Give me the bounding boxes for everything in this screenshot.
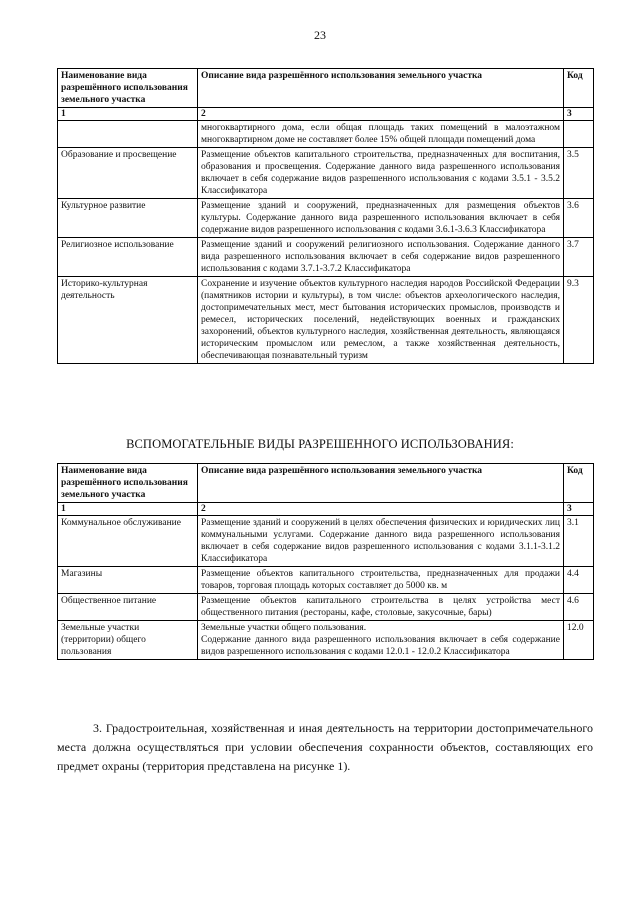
row-name: Общественное питание (58, 594, 198, 621)
row-description: Размещение зданий и сооружений, предназначенных для размещения объектов культуры. Содержание данного вида разрешенного использования включает в себя содержание видов разрешенного использования с кодами 3.6.1-3.6.3 Классификатора (198, 199, 564, 238)
row-description-line: Земельные участки общего пользования. (201, 623, 367, 633)
table-header-row (58, 464, 594, 503)
table-number-row (58, 108, 594, 121)
main-uses-table (57, 68, 594, 364)
body-paragraph: 3. Градостроительная, хозяйственная и иная деятельность на территории достопримечательного места должна осуществляться при условии обеспечения сохранности объектов, составляющих его предмет охраны (территория представлена на рисунке 1). (57, 721, 593, 773)
table-row (58, 121, 594, 148)
table-header-row (58, 69, 594, 108)
column-number: 3 (564, 108, 594, 121)
table-row (58, 199, 594, 238)
row-code: 12.0 (564, 621, 594, 660)
column-number: 2 (198, 108, 564, 121)
row-code: 3.1 (564, 516, 594, 567)
row-code: 3.6 (564, 199, 594, 238)
table-number-row (58, 503, 594, 516)
row-code (564, 121, 594, 148)
table-row (58, 516, 594, 567)
column-number: 3 (564, 503, 594, 516)
row-name: Образование и просвещение (58, 148, 198, 199)
header-code: Код (564, 464, 594, 503)
row-name (58, 121, 198, 148)
column-number: 1 (58, 108, 198, 121)
row-name: Земельные участки (территории) общего пользования (58, 621, 198, 660)
row-code: 4.4 (564, 567, 594, 594)
header-name: Наименование вида разрешённого использования земельного участка (58, 69, 198, 108)
table-row (58, 238, 594, 277)
row-name: Культурное развитие (58, 199, 198, 238)
row-name: Историко-культурная деятельность (58, 277, 198, 364)
section-title: ВСПОМОГАТЕЛЬНЫЕ ВИДЫ РАЗРЕШЕННОГО ИСПОЛЬЗОВАНИЯ: (126, 437, 514, 451)
column-number: 2 (198, 503, 564, 516)
table-row (58, 148, 594, 199)
table-row (58, 567, 594, 594)
table-row (58, 594, 594, 621)
table-row (58, 621, 594, 660)
column-number: 1 (58, 503, 198, 516)
row-description: многоквартирного дома, если общая площадь таких помещений в малоэтажном многоквартирном доме не составляет более 15% общей площади помещений дома (198, 121, 564, 148)
header-description: Описание вида разрешённого использования земельного участка (198, 69, 564, 108)
header-description: Описание вида разрешённого использования земельного участка (198, 464, 564, 503)
row-code: 9.3 (564, 277, 594, 364)
row-description: Размещение объектов капитального строительства, предназначенных для воспитания, образования и просвещения. Содержание данного вида разрешенного использования включает в себя содержание видов разрешенного использования с кодами 3.5.1 - 3.5.2 Классификатора (198, 148, 564, 199)
row-code: 3.5 (564, 148, 594, 199)
row-name: Религиозное использование (58, 238, 198, 277)
header-name: Наименование вида разрешённого использования земельного участка (58, 464, 198, 503)
row-description: Размещение объектов капитального строительства, предназначенных для продажи товаров, торговая площадь которых составляет до 5000 кв. м (198, 567, 564, 594)
row-description: Сохранение и изучение объектов культурного наследия народов Российской Федерации (памятников истории и культуры), в том числе: объектов археологического наследия, достопримечательных мест, мест бытования исторических промыслов, производств и ремесел, исторических поселений, недействующих военных и гражданских захоронений, объектов культурного наследия, хозяйственная деятельность, являющаяся историческим промыслом или ремеслом, а также хозяйственная деятельность, обеспечивающая познавательный туризм (198, 277, 564, 364)
row-name: Магазины (58, 567, 198, 594)
page-number: 23 (314, 28, 326, 42)
row-description: Размещение объектов капитального строительства в целях устройства мест общественного питания (рестораны, кафе, столовые, закусочные, бары) (198, 594, 564, 621)
auxiliary-uses-table (57, 463, 594, 660)
row-code: 3.7 (564, 238, 594, 277)
row-description-line: Содержание данного вида разрешенного использования включает в себя содержание видов разрешенного использования с кодами 12.0.1 - 12.0.2 Классификатора (201, 635, 560, 657)
header-code: Код (564, 69, 594, 108)
table-row (58, 277, 594, 364)
row-name: Коммунальное обслуживание (58, 516, 198, 567)
row-description (198, 621, 564, 660)
row-description: Размещение зданий и сооружений религиозного использования. Содержание данного вида разрешенного использования включает в себя содержание видов разрешенного использования с кодами 3.7.1-3.7.2 Классификатора (198, 238, 564, 277)
row-description: Размещение зданий и сооружений в целях обеспечения физических и юридических лиц коммунальными услугами. Содержание данного вида разрешенного использования включает в себя содержание видов разрешенного использования с кодами 3.1.1-3.1.2 Классификатора (198, 516, 564, 567)
row-code: 4.6 (564, 594, 594, 621)
